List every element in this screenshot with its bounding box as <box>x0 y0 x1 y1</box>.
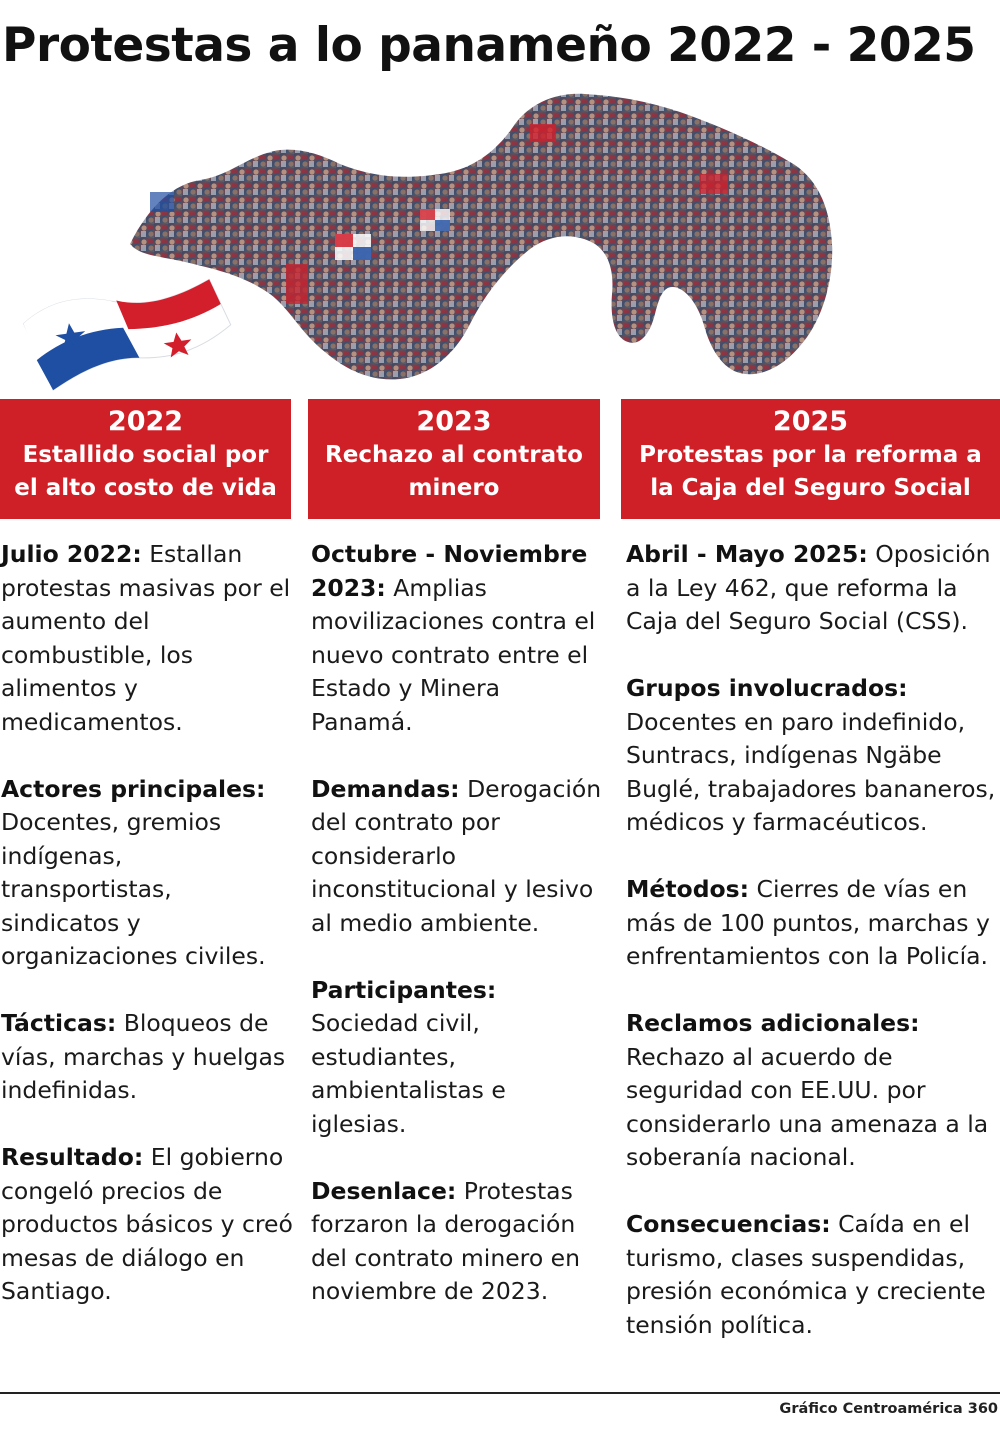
column-2022 <box>1 538 293 1342</box>
info-block <box>1 1141 293 1309</box>
header-2025 <box>621 399 1000 519</box>
block-text: Cierres de vías en más de 100 puntos, marchas y enfrentamientos con la Policía. <box>626 875 990 970</box>
info-block <box>311 974 606 1142</box>
column-2025 <box>626 538 1000 1376</box>
block-text: Rechazo al acuerdo de seguridad con EE.UU. por considerarlo una amenaza a la soberanía nacional. <box>626 1042 989 1171</box>
block-text: Docentes en paro indefinido, Suntracs, indígenas Ngäbe Buglé, trabajadores bananeros, médicos y farmacéuticos. <box>626 707 996 836</box>
header-title: Estallido social por <box>22 442 269 468</box>
block-text: Sociedad civil, estudiantes, ambientalistas e iglesias. <box>311 1009 506 1138</box>
block-label: Consecuencias: <box>626 1210 831 1238</box>
header-2023 <box>308 399 600 519</box>
block-text: Docentes, gremios indígenas, transportistas, sindicatos y organizaciones civiles. <box>1 808 266 970</box>
column-2023 <box>311 538 606 1342</box>
header-year: 2025 <box>772 406 849 437</box>
block-text: Estallan protestas masivas por el aumento del combustible, los alimentos y medicamentos. <box>1 540 291 736</box>
panama-map-icon <box>130 94 832 380</box>
block-text: Amplias movilizaciones contra el nuevo contrato entre el Estado y Minera Panamá. <box>311 573 596 736</box>
info-block <box>311 1175 606 1309</box>
block-label: Demandas: <box>311 774 460 803</box>
block-text: Caída en el turismo, clases suspendidas, presión económica y creciente tensión política. <box>626 1210 986 1339</box>
info-block <box>626 873 1000 974</box>
block-text: Derogación del contrato por considerarlo inconstitucional y lesivo al medio ambiente. <box>311 774 602 937</box>
info-block <box>1 773 293 974</box>
block-label: Reclamos adicionales: <box>626 1009 920 1037</box>
header-title: minero <box>408 475 500 501</box>
block-label: Grupos involucrados: <box>626 674 908 702</box>
info-block <box>1 1007 293 1108</box>
block-label: Abril - Mayo 2025: <box>626 540 868 568</box>
block-text: El gobierno congeló precios de productos básicos y creó mesas de diálogo en Santiago. <box>1 1143 293 1305</box>
block-text: Oposición a la Ley 462, que reforma la Caja del Seguro Social (CSS). <box>626 540 991 635</box>
header-year: 2023 <box>416 406 492 437</box>
panama-flag-icon <box>21 277 236 393</box>
info-block <box>626 1007 1000 1175</box>
info-block <box>626 538 1000 639</box>
hero-illustration <box>0 84 1000 394</box>
block-label: Métodos: <box>626 875 750 903</box>
block-label: Tácticas: <box>1 1009 117 1037</box>
info-block <box>311 538 606 739</box>
block-text: Bloqueos de vías, marchas y huelgas indefinidas. <box>1 1009 286 1104</box>
block-text: Protestas forzaron la derogación del contrato minero en noviembre de 2023. <box>311 1176 581 1305</box>
header-title: la Caja del Seguro Social <box>650 475 971 501</box>
header-title: Protestas por la reforma a <box>639 442 982 468</box>
block-label: Desenlace: <box>311 1176 457 1205</box>
info-block <box>626 672 1000 840</box>
header-title: Rechazo al contrato <box>325 442 583 468</box>
block-label: Resultado: <box>1 1143 144 1171</box>
source-credit: Gráfico Centroamérica 360 <box>779 1401 998 1417</box>
header-2022 <box>0 399 291 519</box>
block-label: Julio 2022: <box>1 540 142 568</box>
header-year: 2022 <box>107 406 184 437</box>
block-label: Actores principales: <box>1 774 266 803</box>
info-block <box>311 773 606 941</box>
block-label: Octubre - Noviembre 2023: <box>311 540 588 602</box>
page-title: Protestas a lo panameño 2022 - 2025 <box>2 18 976 73</box>
info-block <box>626 1208 1000 1342</box>
header-title: el alto costo de vida <box>14 475 277 501</box>
info-block <box>1 538 293 739</box>
footer-divider <box>0 1392 1000 1394</box>
block-label: Participantes: <box>311 975 497 1004</box>
